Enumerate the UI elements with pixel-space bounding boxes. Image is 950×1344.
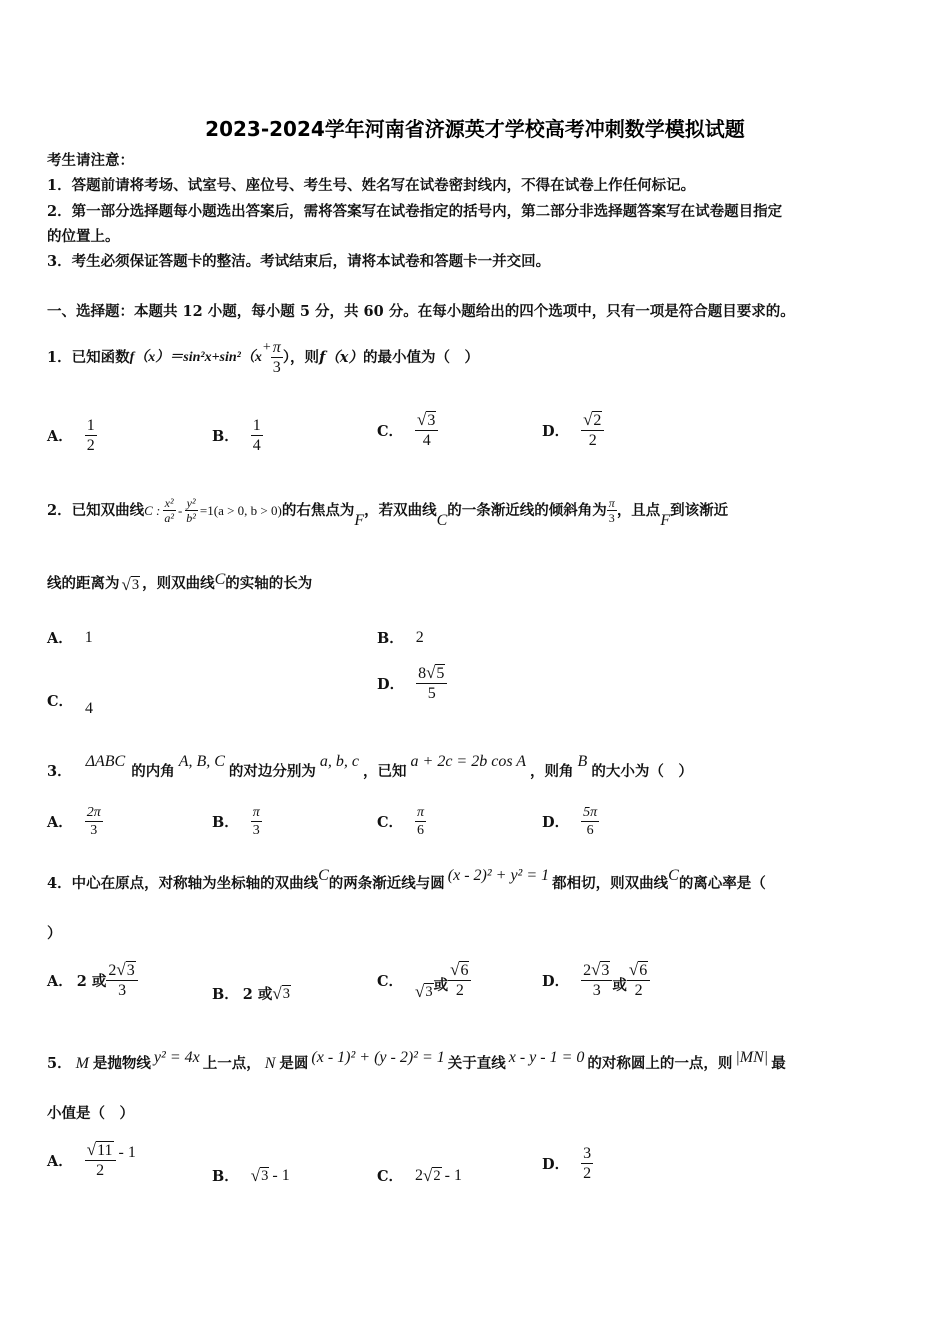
q5-option-a[interactable]: A． √ 11 2 - 1: [47, 1140, 136, 1179]
page-title: 2023-2024学年河南省济源英才学校高考冲刺数学模拟试题: [205, 117, 745, 141]
q1-option-b[interactable]: B． $\frac{1}{4}$: [212, 417, 261, 454]
q5-option-c[interactable]: C． 2 √ 2 - 1: [377, 1165, 462, 1185]
notice-item-1: 1．答题前请将考场、试室号、座位号、考生号、姓名写在试卷密封线内，不得在试卷上作任何标记。: [47, 177, 696, 194]
pi-over-3: $\frac{\pi}{3}$: [272, 339, 281, 376]
q3-option-c[interactable]: C． $\frac{\pi}{6}$: [377, 805, 425, 838]
q3-option-a[interactable]: A． $\frac{2\pi}{3}$: [47, 805, 101, 838]
question-3: 3． ΔABC 的内角 A, B, C 的对边分别为 a, b, c ，已知 a + 2c = 2b cos A ，则角 B 的大小为（ ）: [47, 753, 693, 780]
q1-option-c[interactable]: C． √ 3 4: [377, 411, 438, 450]
q2-option-c[interactable]: C． 4: [47, 693, 94, 717]
q4-option-c[interactable]: C． √ 3 或 √ 6 2: [377, 961, 471, 1000]
q2-option-a[interactable]: A． 1: [47, 628, 93, 647]
q1-option-d[interactable]: D． √ 2 2: [542, 411, 604, 450]
q2-option-d[interactable]: D． 8 √ 5 5: [377, 664, 447, 703]
q3-option-b[interactable]: B． $\frac{\pi}{3}$: [212, 805, 260, 838]
q4-option-a[interactable]: A． 2 或 2 √ 3 3: [47, 961, 138, 1000]
q5-option-d[interactable]: D． $\frac{3}{2}$: [542, 1145, 592, 1182]
notice-heading: 考生请注意：: [47, 152, 134, 169]
q5-option-b[interactable]: B． √ 3 - 1: [212, 1165, 290, 1185]
notice-item-2: 2．第一部分选择题每小题选出答案后，需将答案写在试卷指定的括号内，第二部分非选择题答案写在试卷题目指定: [47, 203, 783, 220]
q4-option-d[interactable]: D． 2 √ 3 3 或 √ 6 2: [542, 961, 650, 1000]
question-1: 1．已知函数 f（x）＝sin²x+sin²（x + $\frac{\pi}{3}$ ），则 f（x） 的最小值为（ ）: [47, 339, 479, 376]
notice-item-3: 3．考生必须保证答题卡的整洁。考试结束后，请将本试卷和答题卡一并交回。: [47, 253, 551, 270]
q3-option-d[interactable]: D． $\frac{5\pi}{6}$: [542, 805, 598, 838]
question-4: 4．中心在原点，对称轴为坐标轴的双曲线 C 的两条渐近线与圆 (x - 2)² + y² = 1 都相切，则双曲线 C 的离心率是（: [47, 867, 766, 892]
question-4-cont: ）: [47, 925, 62, 942]
q4-option-b[interactable]: B． 2 或 √ 3: [212, 983, 290, 1003]
question-5-cont: 小值是（ ）: [47, 1105, 134, 1122]
question-2-cont: 线的距离为 √ 3 ，则双曲线 C 的实轴的长为: [47, 571, 313, 594]
section-heading: 一、选择题：本题共 12 小题，每小题 5 分，共 60 分。在每小题给出的四个选项中，只有一项是符合题目要求的。: [47, 303, 795, 320]
q2-option-b[interactable]: B． 2: [377, 628, 424, 647]
question-5: 5． M 是抛物线 y² = 4x 上一点， N 是圆 (x - 1)² + (y - 2)² = 1 关于直线 x - y - 1 = 0 的对称圆上的一点，则 |MN| 最: [47, 1049, 786, 1072]
question-2: 2．已知双曲线 C : $\frac{\text{x²}}{\text{a²}}$ - $\frac{\text{y²}}{\text{b²}}$ =1(a > 0, b > 0) 的右焦点为 F ，若双曲线 C 的一条渐近线的倾斜角为 $\frac{\pi}{3}$ ，且点 F 到该渐近: [47, 496, 729, 529]
q1-option-a[interactable]: A． $\frac{1}{2}$: [47, 417, 95, 454]
notice-item-2-cont: 的位置上。: [47, 228, 120, 245]
